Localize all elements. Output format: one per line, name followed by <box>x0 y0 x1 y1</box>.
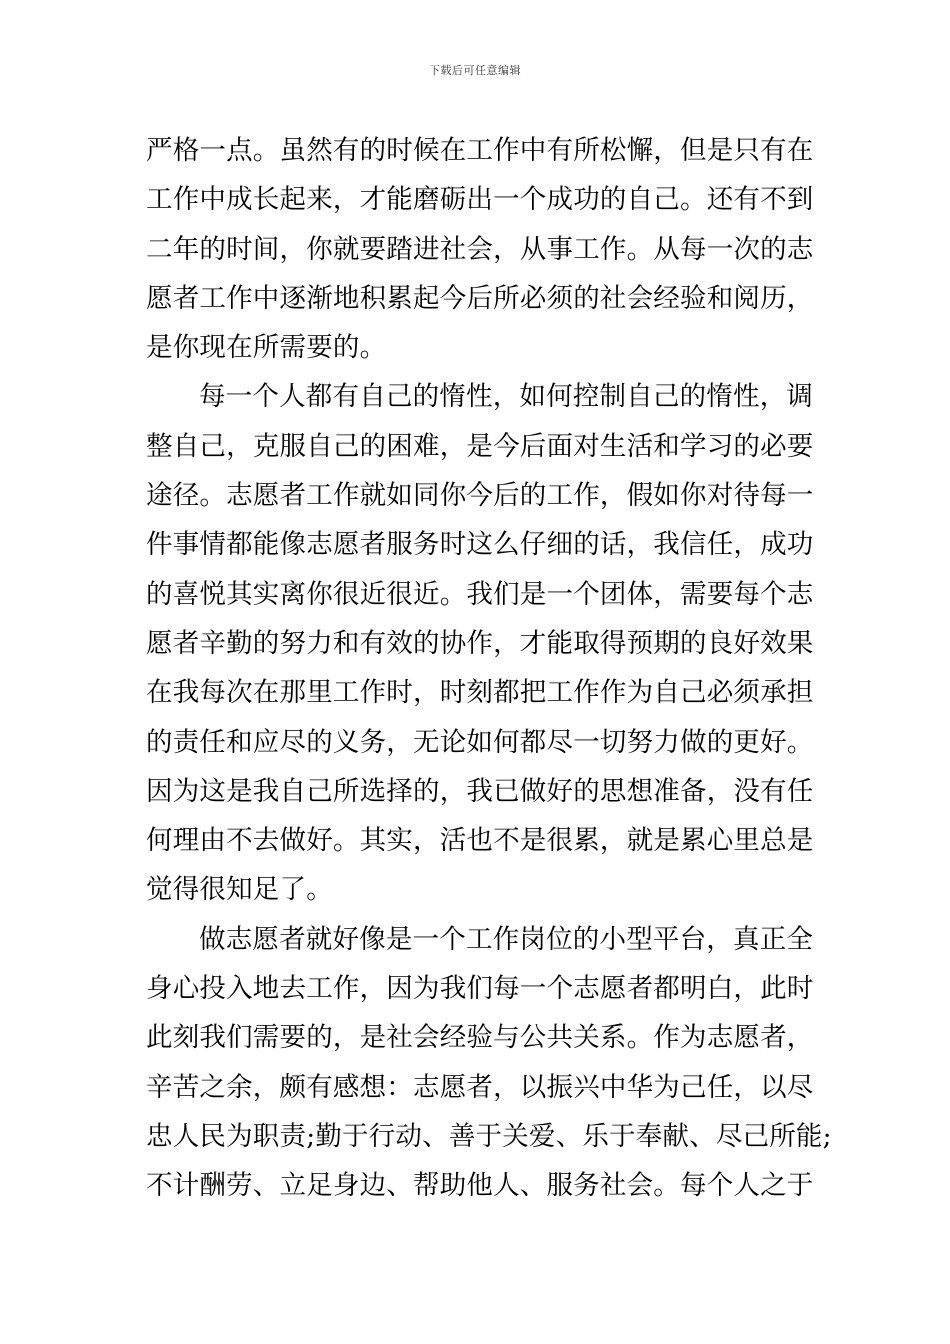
document-body <box>146 126 832 1211</box>
page-header-note: 下载后可任意编辑 <box>429 64 521 77</box>
text-line: 愿者工作中逐渐地积累起今后所必须的社会经验和阅历， <box>146 282 814 314</box>
text-line: 此刻我们需要的，是社会经验与公共关系。作为志愿者， <box>146 1022 814 1054</box>
text-line: 整自己，克服自己的困难，是今后面对生活和学习的必要 <box>146 430 814 462</box>
text-line: 觉得很知足了。 <box>146 874 333 906</box>
text-line: 在我每次在那里工作时，时刻都把工作作为自己必须承担 <box>146 677 814 709</box>
text-line: 不计酬劳、立足身边、帮助他人、服务社会。每个人之于 <box>146 1170 814 1202</box>
paragraph-2 <box>146 372 814 914</box>
text-line: 的喜悦其实离你很近很近。我们是一个团体，需要每个志 <box>146 578 814 610</box>
paragraph-1 <box>146 126 814 372</box>
text-line: 身心投入地去工作，因为我们每一个志愿者都明白，此时 <box>146 973 814 1005</box>
paragraph-3 <box>146 915 832 1211</box>
text-line: 因为这是我自己所选择的，我已做好的思想准备，没有任 <box>146 775 814 807</box>
text-line: 二年的时间，你就要踏进社会，从事工作。从每一次的志 <box>146 233 814 265</box>
text-line: 工作中成长起来，才能磨砺出一个成功的自己。还有不到 <box>146 184 814 216</box>
text-line-indented: 做志愿者就好像是一个工作岗位的小型平台，真正全 <box>199 923 814 955</box>
text-line: 途径。志愿者工作就如同你今后的工作，假如你对待每一 <box>146 480 814 512</box>
text-line: 是你现在所需要的。 <box>146 332 387 364</box>
text-line: 愿者辛勤的努力和有效的协作，才能取得预期的良好效果 <box>146 627 814 659</box>
text-line: 的责任和应尽的义务，无论如何都尽一切努力做的更好。 <box>146 726 814 758</box>
text-line: 严格一点。虽然有的时候在工作中有所松懈，但是只有在 <box>146 135 814 166</box>
text-line-indented: 每一个人都有自己的惰性，如何控制自己的惰性，调 <box>199 381 814 413</box>
text-line: 何理由不去做好。其实，活也不是很累，就是累心里总是 <box>146 825 814 857</box>
text-line: 件事情都能像志愿者服务时这么仔细的话，我信任，成功 <box>146 529 814 561</box>
text-line: 忠人民为职责;勤于行动、善于关爱、乐于奉献、尽己所能; <box>146 1120 832 1152</box>
text-line: 辛苦之余，颇有感想：志愿者，以振兴中华为己任，以尽 <box>146 1071 814 1103</box>
